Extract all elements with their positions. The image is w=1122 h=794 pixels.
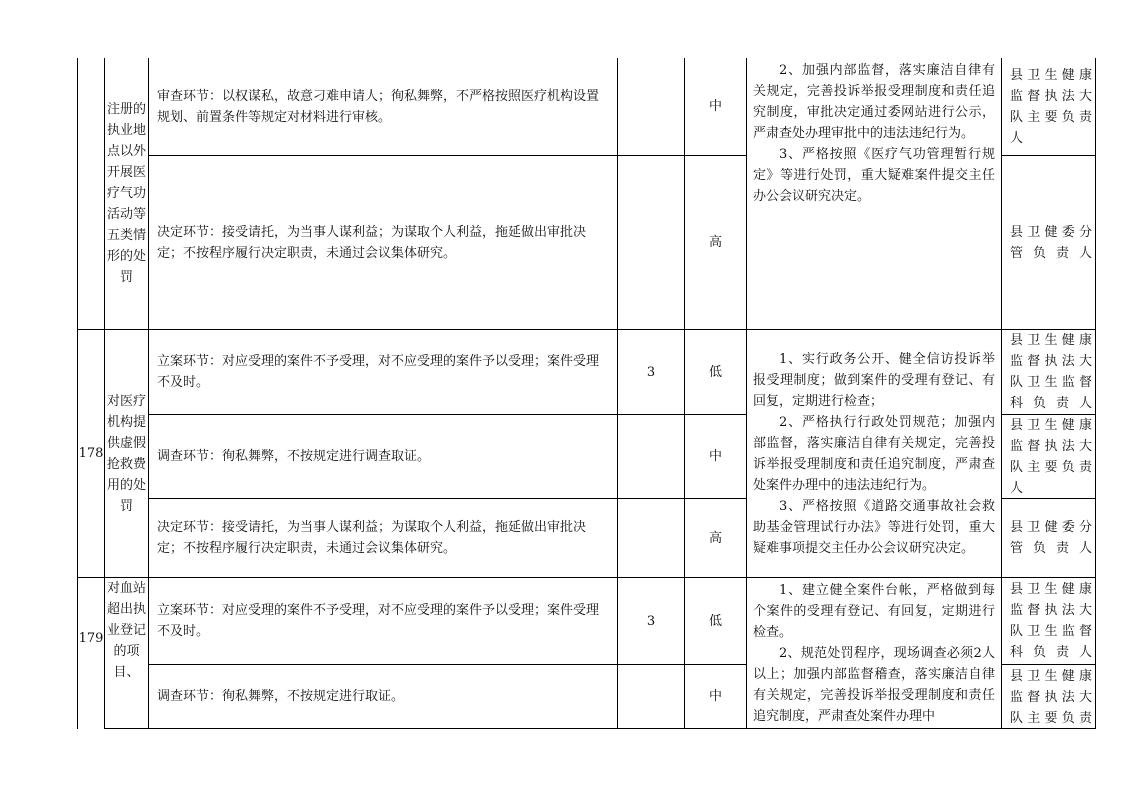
item-name: 对医疗机构提供虚假抢救费用的处罚	[107, 393, 147, 514]
measure-item: 2、规范处罚程序，现场调查必须2人以上；加强内部监督稽查，落实廉洁自律有关规定，完善投诉举报受理制度和责任追究制度，严肃查处案件办理中	[753, 646, 995, 724]
responsible-person: 县卫生健康监督执法大队卫生监督科负责人	[1010, 582, 1093, 660]
risk-level-cell	[685, 499, 746, 577]
measure-item: 3、严格按照《道路交通事故社会救助基金管理试行办法》等进行处罚，重大疑难事项提交主任办公会议研究决定。	[753, 498, 995, 556]
stage-description-cell	[149, 156, 617, 329]
risk-level: 中	[708, 99, 722, 114]
sequence-number: 179	[78, 630, 104, 646]
count-cell	[618, 578, 684, 664]
item-name: 对血站超出执业登记的项目、	[107, 581, 147, 680]
prevention-measures-cell	[747, 60, 1001, 328]
measure-item: 1、建立健全案件台帐，严格做到每个案件的受理有登记、有回复，定期进行检查。	[753, 583, 995, 640]
sequence-number-cell	[78, 330, 104, 577]
stage-description-cell	[149, 499, 617, 577]
prevention-measures-cell	[747, 330, 1001, 577]
risk-level-cell	[685, 156, 746, 329]
stage-description-cell	[149, 330, 617, 414]
sequence-number-cell	[78, 578, 104, 698]
responsible-cell	[1002, 499, 1095, 577]
responsible-person: 县卫健委分管负责人	[1010, 224, 1093, 261]
risk-level-cell	[685, 58, 746, 155]
risk-level: 高	[708, 235, 722, 250]
risk-level-cell	[685, 330, 746, 414]
stage-description: 立案环节：对应受理的案件不予受理，对不应受理的案件予以受理；案件受理不及时。	[157, 354, 600, 390]
item-name-cell	[105, 58, 148, 329]
measure-item: 2、加强内部监督，落实廉洁自律有关规定，完善投诉举报受理制度和责任追究制度，审批决定通过委网站进行公示，严肃查处办理审批中的违法违纪行为。	[753, 63, 995, 141]
responsible-cell	[1002, 578, 1095, 664]
responsible-person: 县卫生健康监督执法大队主要负责人	[1010, 67, 1093, 146]
grid-line	[1095, 58, 1096, 729]
responsible-cell	[1002, 156, 1095, 329]
responsible-cell	[1002, 58, 1095, 155]
stage-description-cell	[149, 578, 617, 664]
responsible-cell	[1002, 666, 1095, 728]
item-count: 3	[646, 613, 656, 629]
measure-item: 2、严格执行行政处罚规范；加强内部监督，落实廉洁自律有关规定，完善投诉举报受理制度和责任追究制度，严肃查处案件办理中的违法违纪行为。	[753, 414, 995, 493]
stage-description: 调查环节：徇私舞弊，不按规定进行调查取证。	[157, 449, 431, 464]
prevention-measures-cell	[747, 580, 1001, 728]
grid-line	[104, 728, 1095, 729]
grid-line	[1001, 664, 1095, 665]
risk-level-cell	[685, 665, 746, 728]
measure-item: 1、实行政务公开、健全信访投诉举报受理制度；做到案件的受理有登记、有回复，定期进行检查；	[753, 351, 995, 409]
sequence-number: 178	[78, 446, 104, 461]
risk-level: 低	[708, 613, 722, 629]
risk-level: 中	[708, 689, 722, 704]
item-count: 3	[646, 364, 656, 380]
item-name-cell	[105, 578, 148, 728]
stage-description-cell	[149, 58, 617, 155]
count-cell	[618, 330, 684, 414]
risk-level: 低	[708, 364, 722, 380]
responsible-cell	[1002, 415, 1095, 498]
risk-level: 高	[708, 530, 722, 546]
stage-description: 决定环节：接受请托，为当事人谋利益；为谋取个人利益，拖延做出审批决定；不按程序履行决定职责，未通过会议集体研究。	[157, 520, 587, 556]
stage-description-cell	[149, 415, 617, 498]
responsible-cell	[1002, 330, 1095, 414]
stage-description: 调查环节：徇私舞弊，不按规定进行取证。	[157, 689, 405, 704]
responsible-person: 县卫健委分管负责人	[1010, 520, 1093, 556]
responsible-person: 县卫生健康监督执法大队主要负责	[1010, 669, 1093, 726]
risk-level-cell	[685, 578, 746, 664]
stage-description-cell	[149, 665, 617, 728]
stage-description: 决定环节：接受请托，为当事人谋利益；为谋取个人利益，拖延做出审批决定；不按程序履行决定职责，未通过会议集体研究。	[157, 224, 587, 261]
risk-level: 中	[708, 449, 722, 464]
responsible-person: 县卫生健康监督执法大队卫生监督科负责人	[1010, 333, 1093, 411]
stage-description: 审查环节：以权谋私，故意刁难申请人；徇私舞弊，不严格按照医疗机构设置规划、前置条件等规定对材料进行审核。	[157, 88, 600, 125]
stage-description: 立案环节：对应受理的案件不予受理，对不应受理的案件予以受理；案件受理不及时。	[157, 603, 600, 639]
item-name-cell	[105, 330, 148, 577]
responsible-person: 县卫生健康监督执法大队主要负责人	[1010, 417, 1093, 496]
measure-item: 3、严格按照《医疗气功管理暂行规定》等进行处罚，重大疑难案件提交主任办公会议研究决定。	[753, 147, 995, 204]
item-name: 注册的执业地点以外开展医疗气功活动等五类情形的处罚	[107, 102, 147, 285]
risk-level-cell	[685, 415, 746, 498]
